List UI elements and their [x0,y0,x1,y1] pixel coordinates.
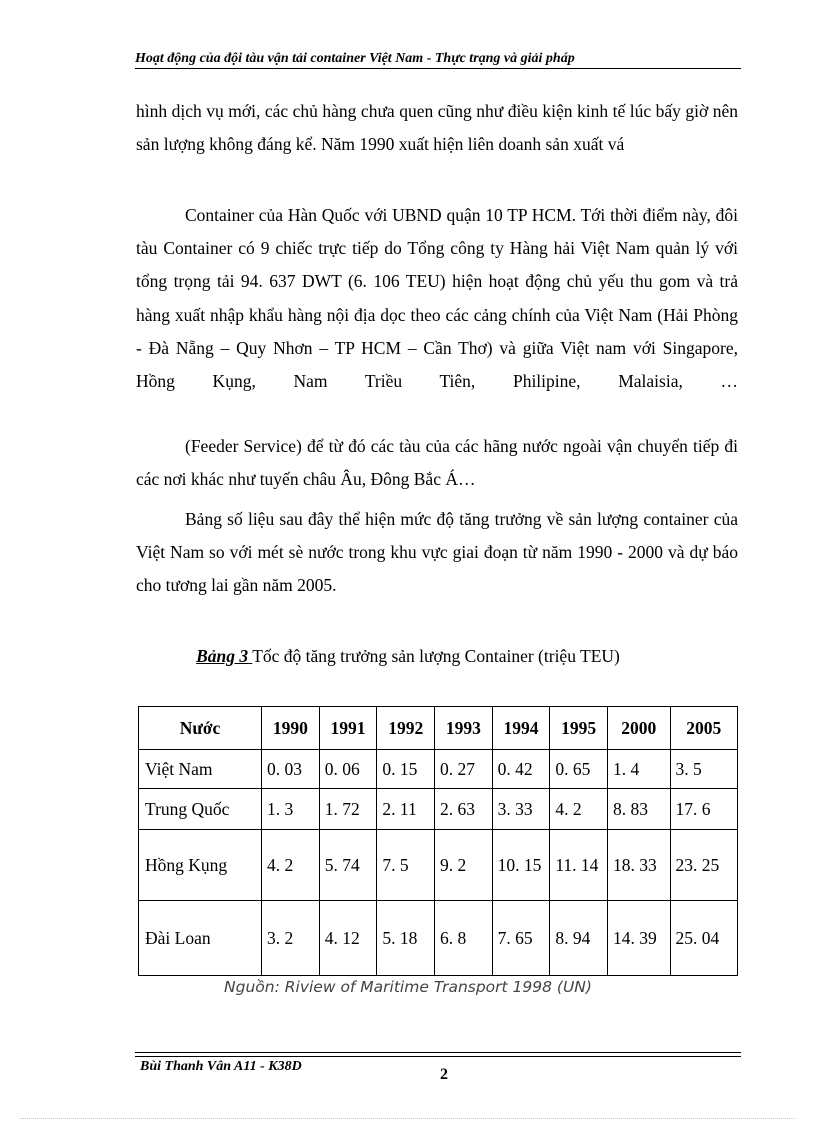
value-cell: 14. 39 [607,901,670,976]
header-year: 2000 [607,707,670,750]
value-cell: 7. 5 [377,830,435,901]
header-year: 1991 [319,707,377,750]
page-header [135,50,741,69]
value-cell: 0. 42 [492,750,550,789]
value-cell: 0. 06 [319,750,377,789]
value-cell: 0. 15 [377,750,435,789]
header-year: 1990 [262,707,320,750]
value-cell: 9. 2 [435,830,493,901]
table-header-row [139,707,738,750]
value-cell: 18. 33 [607,830,670,901]
header-year: 1993 [435,707,493,750]
table-label: Bảng 3 [196,646,249,666]
header-title: Hoạt động của đội tàu vận tải container Việt Nam - Thực trạng và giải pháp [135,51,575,66]
value-cell: 6. 8 [435,901,493,976]
paragraph-1: hình dịch vụ mới, các chủ hàng chưa quen cũng như điều kiện kinh tế lúc bấy giờ nên sản lượng không đáng kể. Năm 1990 xuất hiện liên doanh sản xuất vá [136,101,738,155]
table-title: Tốc độ tăng trưởng sản lượng Container (triệu TEU) [252,646,620,666]
header-year: 2005 [670,707,737,750]
value-cell: 2. 63 [435,789,493,830]
value-cell: 8. 94 [550,901,608,976]
header-country: Nước [139,707,262,750]
value-cell: 5. 18 [377,901,435,976]
value-cell: 5. 74 [319,830,377,901]
footer-author: Bùi Thanh Vân A11 - K38D [140,1059,302,1074]
paragraph-4-block [136,503,738,603]
table-row [139,789,738,830]
footer-rule [135,1052,741,1057]
value-cell: 7. 65 [492,901,550,976]
paragraph-1-block [136,95,738,161]
country-cell: Việt Nam [139,750,262,789]
value-cell: 10. 15 [492,830,550,901]
value-cell: 1. 3 [262,789,320,830]
value-cell: 4. 2 [550,789,608,830]
value-cell: 0. 65 [550,750,608,789]
value-cell: 4. 2 [262,830,320,901]
value-cell: 17. 6 [670,789,737,830]
table-row [139,901,738,976]
paragraph-4: Bảng số liệu sau đây thể hiện mức độ tăng trưởng về sản lượng container của Việt Nam so với mét sè nước trong khu vực giai đoạn từ năm 1990 - 2000 và dự báo cho tương lai gần năm 2005. [136,509,738,596]
header-year: 1992 [377,707,435,750]
page-number: 2 [440,1066,448,1083]
header-rule [135,68,741,69]
header-year: 1995 [550,707,608,750]
value-cell: 0. 27 [435,750,493,789]
header-year: 1994 [492,707,550,750]
paragraph-3: (Feeder Service) để từ đó các tàu của các hãng nước ngoài vận chuyển tiếp đi các nơi khác như tuyến châu Âu, Đông Bắc Á… [136,436,738,490]
value-cell: 1. 4 [607,750,670,789]
paragraph-2: Container của Hàn Quốc với UBND quận 10 TP HCM. Tới thời điểm này, đôi tàu Container có 9 chiếc trực tiếp do Tổng công ty Hàng hải Việt Nam quản lý với tổng trọng tải 94. 637 DWT (6. 106 TEU) hiện hoạt động chủ yếu thu gom và trả hàng xuất nhập khẩu hàng nội địa dọc theo các cảng chính của Việt Nam (Hải Phòng - Đà Nẵng – Quy Nhơn – TP HCM – Cần Thơ) và giữa Việt nam với Singapore, Hồng Kụng, Nam Triều Tiên, Philipine, Malaisia, … [136,205,738,392]
paragraph-3-block [136,430,738,496]
value-cell: 0. 03 [262,750,320,789]
country-cell: Đài Loan [139,901,262,976]
value-cell: 8. 83 [607,789,670,830]
value-cell: 11. 14 [550,830,608,901]
table-source: Nguồn: Riview of Maritime Transport 1998 (UN) [224,978,592,996]
value-cell: 3. 5 [670,750,737,789]
value-cell: 2. 11 [377,789,435,830]
value-cell: 3. 33 [492,789,550,830]
country-cell: Trung Quốc [139,789,262,830]
paragraph-2-block [136,199,738,398]
value-cell: 25. 04 [670,901,737,976]
page-edge [20,1118,796,1119]
table-row [139,750,738,789]
country-cell: Hồng Kụng [139,830,262,901]
value-cell: 3. 2 [262,901,320,976]
container-growth-table [138,706,738,976]
table-caption [0,645,816,667]
table-row [139,830,738,901]
value-cell: 4. 12 [319,901,377,976]
value-cell: 1. 72 [319,789,377,830]
value-cell: 23. 25 [670,830,737,901]
